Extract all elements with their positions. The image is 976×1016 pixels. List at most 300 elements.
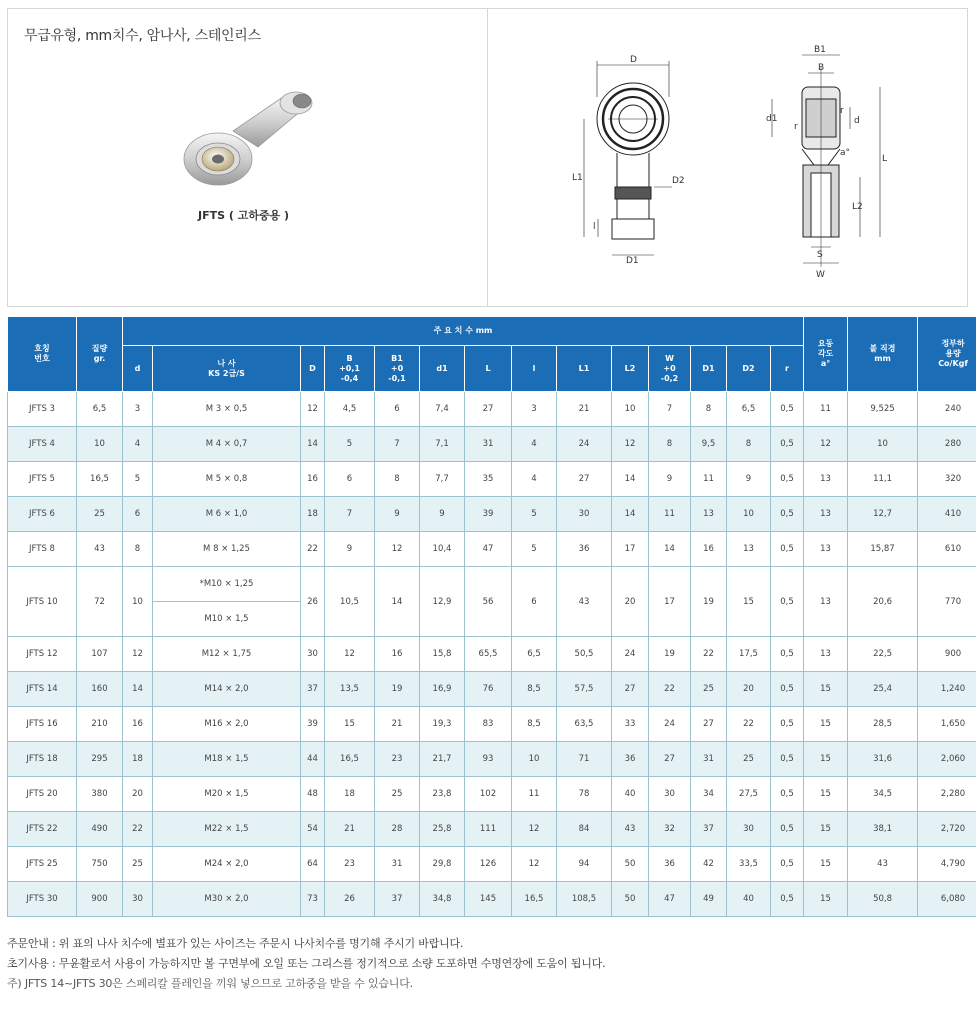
- label-L2: L2: [852, 202, 863, 212]
- cell-r: 0,5: [771, 497, 804, 532]
- cell-W: 14: [649, 532, 691, 567]
- cell-L1: 43: [557, 567, 612, 637]
- cell-D1: 13: [691, 497, 727, 532]
- cell-d1: 9: [420, 497, 465, 532]
- cell-L1: 36: [557, 532, 612, 567]
- cell-W: 24: [649, 707, 691, 742]
- cell-mass: 490: [77, 812, 123, 847]
- cell-D: 26: [301, 567, 325, 637]
- cell-D2: 6,5: [727, 392, 771, 427]
- cell-r: 0,5: [771, 777, 804, 812]
- cell-thread: M 8 × 1,25: [153, 532, 301, 567]
- cell-ball: 34,5: [848, 777, 918, 812]
- cell-mass: 210: [77, 707, 123, 742]
- cell-d: 22: [123, 812, 153, 847]
- cell-W: 36: [649, 847, 691, 882]
- cell-r: 0,5: [771, 847, 804, 882]
- spec-table-wrapper: [7, 316, 968, 917]
- cell-angle: 13: [804, 462, 848, 497]
- table-body-row10: [8, 567, 976, 637]
- cell-d: 10: [123, 567, 153, 637]
- cell-B1: 7: [375, 427, 420, 462]
- cell-B: 23: [325, 847, 375, 882]
- cell-L: 47: [465, 532, 512, 567]
- cell-d1: 25,8: [420, 812, 465, 847]
- note-initial-use: 초기사용 : 무윤활로서 사용이 가능하지만 볼 구면부에 오일 또는 그리스를 정기적으로 소량 도포하면 수명연장에 도움이 됩니다.: [7, 957, 606, 970]
- cell-mass: 43: [77, 532, 123, 567]
- col-W: W +0 -0,2: [649, 346, 691, 392]
- cell-d1: 19,3: [420, 707, 465, 742]
- cell-L: 65,5: [465, 637, 512, 672]
- cell-D2: 13: [727, 532, 771, 567]
- cell-angle: 15: [804, 777, 848, 812]
- cell-load: 4,790: [918, 847, 976, 882]
- cell-model: JFTS 14: [8, 672, 77, 707]
- cell-B1: 12: [375, 532, 420, 567]
- cell-D2: 40: [727, 882, 771, 917]
- cell-angle: 15: [804, 672, 848, 707]
- table-row: [8, 672, 976, 707]
- col-B: B +0,1 -0,4: [325, 346, 375, 392]
- cell-d1: 7,4: [420, 392, 465, 427]
- cell-l: 10: [512, 742, 557, 777]
- spec-table: [7, 316, 976, 917]
- cell-W: 27: [649, 742, 691, 777]
- cell-d: 3: [123, 392, 153, 427]
- cell-angle: 13: [804, 637, 848, 672]
- cell-d: 4: [123, 427, 153, 462]
- cell-mass: 16,5: [77, 462, 123, 497]
- col-ball: 볼 직경 mm: [848, 317, 918, 392]
- cell-d: 16: [123, 707, 153, 742]
- cell-ball: 22,5: [848, 637, 918, 672]
- cell-L2: 50: [612, 847, 649, 882]
- cell-W: 32: [649, 812, 691, 847]
- cell-thread: M22 × 1,5: [153, 812, 301, 847]
- cell-D1: 42: [691, 847, 727, 882]
- cell-load: 280: [918, 427, 976, 462]
- cell-l: 12: [512, 847, 557, 882]
- col-D1: D1: [691, 346, 727, 392]
- cell-d: 12: [123, 637, 153, 672]
- label-d: d: [854, 116, 860, 126]
- col-D: D: [301, 346, 325, 392]
- cell-model: JFTS 16: [8, 707, 77, 742]
- cell-r: 0,5: [771, 392, 804, 427]
- cell-l: 6: [512, 567, 557, 637]
- cell-L2: 27: [612, 672, 649, 707]
- table-row: [8, 532, 976, 567]
- cell-D1: 27: [691, 707, 727, 742]
- cell-l: 5: [512, 532, 557, 567]
- label-B1: B1: [814, 45, 826, 55]
- cell-L1: 71: [557, 742, 612, 777]
- cell-angle: 15: [804, 812, 848, 847]
- cell-d: 25: [123, 847, 153, 882]
- cell-B1: 28: [375, 812, 420, 847]
- cell-model: JFTS 30: [8, 882, 77, 917]
- cell-r: 0,5: [771, 532, 804, 567]
- cell-model: JFTS 8: [8, 532, 77, 567]
- cell-angle: 15: [804, 707, 848, 742]
- cell-d: 5: [123, 462, 153, 497]
- product-photo: [178, 79, 328, 199]
- cell-B: 10,5: [325, 567, 375, 637]
- cell-L1: 78: [557, 777, 612, 812]
- cell-D1: 31: [691, 742, 727, 777]
- label-l: l: [593, 222, 596, 232]
- cell-W: 30: [649, 777, 691, 812]
- col-d1: d1: [420, 346, 465, 392]
- cell-l: 3: [512, 392, 557, 427]
- photo-caption: JFTS ( 고하중용 ): [198, 209, 290, 222]
- cell-thread: M 4 × 0,7: [153, 427, 301, 462]
- cell-model: JFTS 25: [8, 847, 77, 882]
- label-r-right: r: [840, 106, 844, 116]
- cell-model: JFTS 12: [8, 637, 77, 672]
- cell-W: 7: [649, 392, 691, 427]
- table-row: [8, 497, 976, 532]
- cell-L1: 63,5: [557, 707, 612, 742]
- table-body-a: [8, 392, 976, 567]
- cell-thread: M14 × 2,0: [153, 672, 301, 707]
- cell-L2: 33: [612, 707, 649, 742]
- cell-L: 31: [465, 427, 512, 462]
- cell-D: 73: [301, 882, 325, 917]
- cell-B: 18: [325, 777, 375, 812]
- cell-angle: 13: [804, 567, 848, 637]
- cell-B1: 19: [375, 672, 420, 707]
- side-view: [802, 67, 840, 267]
- cell-l: 11: [512, 777, 557, 812]
- cell-D: 54: [301, 812, 325, 847]
- cell-thread: M30 × 2,0: [153, 882, 301, 917]
- cell-B1: 16: [375, 637, 420, 672]
- label-r-left: r: [794, 122, 798, 132]
- cell-r: 0,5: [771, 707, 804, 742]
- cell-thread: M18 × 1,5: [153, 742, 301, 777]
- col-D2: D2: [727, 346, 771, 392]
- cell-load: 6,080: [918, 882, 976, 917]
- cell-D: 16: [301, 462, 325, 497]
- table-row: [8, 882, 976, 917]
- table-row: [8, 812, 976, 847]
- cell-L: 56: [465, 567, 512, 637]
- cell-L: 111: [465, 812, 512, 847]
- cell-B: 12: [325, 637, 375, 672]
- cell-D2: 17,5: [727, 637, 771, 672]
- cell-load: 410: [918, 497, 976, 532]
- cell-d1: 7,7: [420, 462, 465, 497]
- cell-L2: 20: [612, 567, 649, 637]
- cell-ball: 43: [848, 847, 918, 882]
- cell-ball: 15,87: [848, 532, 918, 567]
- cell-mass: 160: [77, 672, 123, 707]
- cell-L1: 84: [557, 812, 612, 847]
- cell-L2: 24: [612, 637, 649, 672]
- cell-l: 4: [512, 462, 557, 497]
- cell-D: 12: [301, 392, 325, 427]
- table-body-b: [8, 637, 976, 917]
- cell-D: 39: [301, 707, 325, 742]
- label-L1: L1: [572, 173, 583, 183]
- cell-L1: 30: [557, 497, 612, 532]
- cell-L2: 50: [612, 882, 649, 917]
- cell-r: 0,5: [771, 462, 804, 497]
- cell-thread: M16 × 2,0: [153, 707, 301, 742]
- cell-mass: 25: [77, 497, 123, 532]
- cell-W: 19: [649, 637, 691, 672]
- label-D: D: [630, 55, 637, 65]
- cell-L1: 50,5: [557, 637, 612, 672]
- cell-load: 900: [918, 637, 976, 672]
- cell-l: 8,5: [512, 672, 557, 707]
- cell-model: JFTS 6: [8, 497, 77, 532]
- cell-D1: 19: [691, 567, 727, 637]
- cell-mass: 750: [77, 847, 123, 882]
- cell-D2: 10: [727, 497, 771, 532]
- cell-angle: 15: [804, 742, 848, 777]
- cell-d: 8: [123, 532, 153, 567]
- cell-D2: 27,5: [727, 777, 771, 812]
- cell-ball: 11,1: [848, 462, 918, 497]
- page-title: 무급유형, mm치수, 암나사, 스테인리스: [24, 28, 261, 44]
- cell-d: 18: [123, 742, 153, 777]
- cell-ball: 9,525: [848, 392, 918, 427]
- label-D2: D2: [672, 176, 685, 186]
- cell-mass: 72: [77, 567, 123, 637]
- cell-load: 770: [918, 567, 976, 637]
- cell-r: 0,5: [771, 637, 804, 672]
- cell-B: 21: [325, 812, 375, 847]
- cell-angle: 11: [804, 392, 848, 427]
- cell-d: 6: [123, 497, 153, 532]
- cell-B1: 21: [375, 707, 420, 742]
- cell-L1: 24: [557, 427, 612, 462]
- cell-B: 13,5: [325, 672, 375, 707]
- cell-L1: 57,5: [557, 672, 612, 707]
- cell-load: 610: [918, 532, 976, 567]
- col-mass: 질량 gr.: [77, 317, 123, 392]
- cell-D2: 22: [727, 707, 771, 742]
- cell-load: 2,720: [918, 812, 976, 847]
- cell-B1: 23: [375, 742, 420, 777]
- cell-load: 320: [918, 462, 976, 497]
- table-row: [8, 742, 976, 777]
- cell-ball: 31,6: [848, 742, 918, 777]
- table-row: [8, 707, 976, 742]
- cell-r: 0,5: [771, 742, 804, 777]
- cell-B: 26: [325, 882, 375, 917]
- cell-L: 93: [465, 742, 512, 777]
- cell-D1: 8: [691, 392, 727, 427]
- cell-B1: 9: [375, 497, 420, 532]
- cell-B1: 37: [375, 882, 420, 917]
- label-D1: D1: [626, 256, 639, 266]
- notes: [7, 934, 605, 994]
- cell-D1: 11: [691, 462, 727, 497]
- cell-ball: 10: [848, 427, 918, 462]
- cell-L: 35: [465, 462, 512, 497]
- cell-D: 37: [301, 672, 325, 707]
- cell-thread: *M10 × 1,25: [153, 567, 301, 602]
- cell-L2: 40: [612, 777, 649, 812]
- cell-ball: 38,1: [848, 812, 918, 847]
- technical-drawing: [568, 37, 898, 287]
- cell-L: 126: [465, 847, 512, 882]
- cell-mass: 295: [77, 742, 123, 777]
- label-L: L: [882, 154, 888, 164]
- cell-B1: 8: [375, 462, 420, 497]
- col-L2: L2: [612, 346, 649, 392]
- cell-d1: 10,4: [420, 532, 465, 567]
- cell-load: 2,280: [918, 777, 976, 812]
- cell-r: 0,5: [771, 427, 804, 462]
- table-row: [8, 462, 976, 497]
- label-d1: d1: [766, 114, 778, 124]
- col-r: r: [771, 346, 804, 392]
- cell-L2: 14: [612, 462, 649, 497]
- cell-L2: 17: [612, 532, 649, 567]
- cell-D1: 49: [691, 882, 727, 917]
- table-row: [8, 567, 976, 602]
- cell-thread: M10 × 1,5: [153, 602, 301, 637]
- cell-model: JFTS 22: [8, 812, 77, 847]
- cell-angle: 13: [804, 532, 848, 567]
- cell-B: 4,5: [325, 392, 375, 427]
- cell-angle: 15: [804, 847, 848, 882]
- cell-l: 5: [512, 497, 557, 532]
- cell-B: 6: [325, 462, 375, 497]
- cell-D: 48: [301, 777, 325, 812]
- label-S: S: [817, 250, 823, 260]
- cell-B1: 14: [375, 567, 420, 637]
- cell-W: 9: [649, 462, 691, 497]
- cell-D2: 30: [727, 812, 771, 847]
- cell-l: 8,5: [512, 707, 557, 742]
- cell-angle: 13: [804, 497, 848, 532]
- cell-model: JFTS 20: [8, 777, 77, 812]
- cell-d1: 29,8: [420, 847, 465, 882]
- cell-B1: 6: [375, 392, 420, 427]
- cell-D1: 9,5: [691, 427, 727, 462]
- cell-d: 30: [123, 882, 153, 917]
- group-main-dimensions: 주 요 치 수 mm: [123, 317, 804, 346]
- cell-L: 39: [465, 497, 512, 532]
- cell-W: 22: [649, 672, 691, 707]
- label-B: B: [818, 63, 825, 73]
- cell-D1: 34: [691, 777, 727, 812]
- cell-D1: 16: [691, 532, 727, 567]
- cell-D: 30: [301, 637, 325, 672]
- cell-l: 16,5: [512, 882, 557, 917]
- cell-model: JFTS 10: [8, 567, 77, 637]
- cell-L2: 10: [612, 392, 649, 427]
- col-load: 정부하 용량 Co/Kgf: [918, 317, 976, 392]
- cell-D: 18: [301, 497, 325, 532]
- cell-thread: M12 × 1,75: [153, 637, 301, 672]
- cell-l: 4: [512, 427, 557, 462]
- cell-d1: 34,8: [420, 882, 465, 917]
- cell-r: 0,5: [771, 812, 804, 847]
- cell-r: 0,5: [771, 567, 804, 637]
- cell-D1: 22: [691, 637, 727, 672]
- cell-D2: 15: [727, 567, 771, 637]
- cell-mass: 6,5: [77, 392, 123, 427]
- cell-D: 22: [301, 532, 325, 567]
- cell-ball: 50,8: [848, 882, 918, 917]
- cell-D2: 33,5: [727, 847, 771, 882]
- cell-B: 5: [325, 427, 375, 462]
- cell-L1: 21: [557, 392, 612, 427]
- cell-L2: 12: [612, 427, 649, 462]
- table-row: [8, 427, 976, 462]
- cell-D2: 20: [727, 672, 771, 707]
- cell-L: 76: [465, 672, 512, 707]
- cell-B1: 25: [375, 777, 420, 812]
- label-W: W: [816, 270, 825, 280]
- cell-mass: 380: [77, 777, 123, 812]
- cell-r: 0,5: [771, 672, 804, 707]
- cell-model: JFTS 18: [8, 742, 77, 777]
- cell-W: 11: [649, 497, 691, 532]
- cell-thread: M20 × 1,5: [153, 777, 301, 812]
- cell-L1: 108,5: [557, 882, 612, 917]
- cell-load: 1,240: [918, 672, 976, 707]
- cell-B: 15: [325, 707, 375, 742]
- note-remark: 주) JFTS 14~JFTS 30은 스페리칼 플레인을 끼워 넣으므로 고하중을 받을 수 있습니다.: [7, 977, 413, 990]
- table-row: [8, 847, 976, 882]
- table-row: [8, 392, 976, 427]
- product-header-panel: [7, 8, 968, 307]
- cell-D1: 25: [691, 672, 727, 707]
- col-angle: 요동 각도 a°: [804, 317, 848, 392]
- cell-W: 17: [649, 567, 691, 637]
- cell-d: 20: [123, 777, 153, 812]
- cell-ball: 20,6: [848, 567, 918, 637]
- col-L1: L1: [557, 346, 612, 392]
- cell-L1: 94: [557, 847, 612, 882]
- col-l: l: [512, 346, 557, 392]
- cell-l: 6,5: [512, 637, 557, 672]
- cell-mass: 10: [77, 427, 123, 462]
- cell-B: 7: [325, 497, 375, 532]
- cell-d: 14: [123, 672, 153, 707]
- cell-D2: 9: [727, 462, 771, 497]
- table-row: [8, 637, 976, 672]
- cell-thread: M 3 × 0,5: [153, 392, 301, 427]
- cell-model: JFTS 4: [8, 427, 77, 462]
- front-view: [597, 83, 669, 239]
- cell-model: JFTS 3: [8, 392, 77, 427]
- cell-B: 16,5: [325, 742, 375, 777]
- cell-mass: 107: [77, 637, 123, 672]
- cell-ball: 25,4: [848, 672, 918, 707]
- cell-D1: 37: [691, 812, 727, 847]
- col-L: L: [465, 346, 512, 392]
- cell-d1: 21,7: [420, 742, 465, 777]
- cell-L2: 14: [612, 497, 649, 532]
- cell-load: 1,650: [918, 707, 976, 742]
- cell-D2: 25: [727, 742, 771, 777]
- cell-angle: 12: [804, 427, 848, 462]
- col-model: 호칭 번호: [8, 317, 77, 392]
- panel-divider: [487, 9, 488, 306]
- cell-d1: 12,9: [420, 567, 465, 637]
- cell-D2: 8: [727, 427, 771, 462]
- cell-d1: 16,9: [420, 672, 465, 707]
- cell-model: JFTS 5: [8, 462, 77, 497]
